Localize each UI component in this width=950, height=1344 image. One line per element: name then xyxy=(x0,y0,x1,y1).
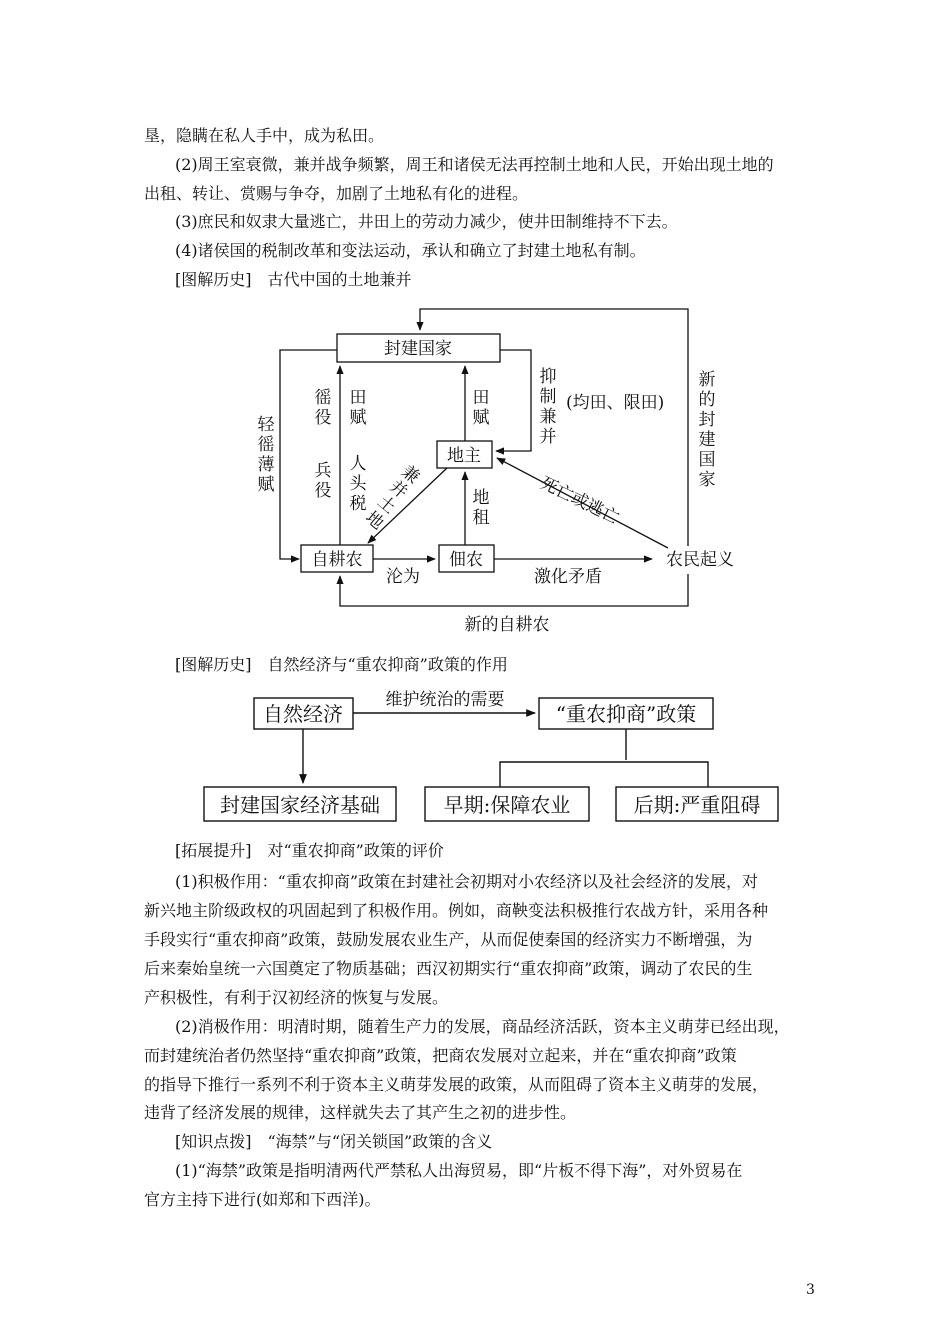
text-line: 官方主持下进行(如郑和下西洋)。 xyxy=(144,1190,381,1209)
text-line: 垦，隐瞒在私人手中，成为私田。 xyxy=(144,126,385,145)
svg-text:国: 国 xyxy=(698,450,716,470)
svg-text:役: 役 xyxy=(314,408,332,428)
annex-land-label xyxy=(361,462,423,534)
svg-text:赋: 赋 xyxy=(349,408,367,428)
light-tax-label xyxy=(258,415,276,495)
new-owner-peasant-label: 新的自耕农 xyxy=(464,615,550,635)
text-line: 而封建统治者仍然坚持“重农抑商”政策，把商农发展对立起来，并在“重农抑商”政策 xyxy=(144,1046,737,1065)
svg-text:家: 家 xyxy=(698,470,716,490)
foundation-label: 封建国家经济基础 xyxy=(220,793,380,817)
svg-text:薄: 薄 xyxy=(257,455,275,475)
svg-text:并: 并 xyxy=(539,427,557,447)
corvee-label xyxy=(315,388,332,428)
landlord-label: 地主 xyxy=(447,446,481,466)
tenant-label: 佃农 xyxy=(449,550,483,570)
svg-text:租: 租 xyxy=(472,508,490,528)
new-state-label xyxy=(699,370,716,490)
svg-text:并: 并 xyxy=(385,476,412,503)
text-line: 手段实行“重农抑商”政策，鼓励发展农业生产，从而促使秦国的经济实力不断增强，为 xyxy=(144,930,753,949)
svg-text:徭: 徭 xyxy=(314,388,332,408)
svg-text:的: 的 xyxy=(698,390,716,410)
late-label: 后期:严重阻碍 xyxy=(633,793,761,817)
section-title: [图解历史] 古代中国的土地兼并 xyxy=(175,270,412,289)
military-service-label xyxy=(315,461,332,501)
text-line: (2)消极作用：明清时期，随着生产力的发展，商品经济活跃，资本主义萌芽已经出现， xyxy=(175,1017,790,1036)
svg-text:头: 头 xyxy=(349,474,367,494)
rent-label xyxy=(473,488,490,528)
policy-label: “重农抑商”政策 xyxy=(555,702,697,726)
svg-text:赋: 赋 xyxy=(472,408,490,428)
svg-text:兵: 兵 xyxy=(314,461,332,481)
land-tax-left-label xyxy=(350,388,367,428)
svg-text:地: 地 xyxy=(472,488,490,508)
svg-text:土: 土 xyxy=(373,491,400,518)
text-line: 新兴地主阶级政权的巩固起到了积极作用。例如，商鞅变法积极推行农战方针，采用各种 xyxy=(144,901,769,920)
svg-text:抑: 抑 xyxy=(539,367,557,387)
svg-text:地: 地 xyxy=(361,507,388,534)
text-line: (4)诸侯国的税制改革和变法运动，承认和确立了封建土地私有制。 xyxy=(175,241,646,260)
uprising-label: 农民起义 xyxy=(666,550,734,570)
svg-text:税: 税 xyxy=(349,494,367,514)
land-tax-right-label xyxy=(473,388,490,428)
state-label: 封建国家 xyxy=(384,339,452,359)
svg-text:兼: 兼 xyxy=(397,461,424,488)
svg-text:轻: 轻 xyxy=(257,415,275,435)
owner-peasant-label: 自耕农 xyxy=(311,550,363,570)
text-line: 违背了经济发展的规律，这样就失去了其产生之初的进步性。 xyxy=(144,1103,577,1122)
svg-text:新: 新 xyxy=(698,370,716,390)
text-line: 后来秦始皇统一六国奠定了物质基础；西汉初期实行“重农抑商”政策，调动了农民的生 xyxy=(144,959,753,978)
svg-text:制: 制 xyxy=(539,387,557,407)
need-label: 维护统治的需要 xyxy=(385,690,505,710)
svg-text:役: 役 xyxy=(314,481,332,501)
early-label: 早期:保障农业 xyxy=(443,793,571,817)
svg-text:田: 田 xyxy=(472,388,490,408)
text-line: 的指导下推行一系列不利于资本主义萌芽发展的政策，从而阻碍了资本主义萌芽的发展， xyxy=(144,1075,769,1094)
svg-text:赋: 赋 xyxy=(257,475,275,495)
intensify-label: 激化矛盾 xyxy=(534,567,602,587)
section-title: [图解历史] 自然经济与“重农抑商”政策的作用 xyxy=(175,655,508,674)
fall-to-label: 沦为 xyxy=(386,567,420,587)
svg-text:人: 人 xyxy=(349,454,367,474)
text-line: (3)庶民和奴隶大量逃亡，井田上的劳动力减少，使井田制维持不下去。 xyxy=(175,212,678,231)
text-line: 产积极性，有利于汉初经济的恢复与发展。 xyxy=(144,988,449,1007)
equal-field-label: (均田、限田) xyxy=(566,393,665,413)
svg-text:徭: 徭 xyxy=(257,435,275,455)
suppress-annexation-label xyxy=(540,367,557,447)
svg-text:建: 建 xyxy=(698,430,716,450)
svg-text:封: 封 xyxy=(698,410,716,430)
section-title: [拓展提升] 对“重农抑商”政策的评价 xyxy=(175,841,444,860)
text-line: (1)“海禁”政策是指明清两代严禁私人出海贸易，即“片板不得下海”，对外贸易在 xyxy=(175,1161,743,1180)
death-escape-label: 死亡或逃亡 xyxy=(536,473,623,529)
page-number: 3 xyxy=(806,1282,815,1298)
text-line: (1)积极作用：“重农抑商”政策在封建社会初期对小农经济以及社会经济的发展，对 xyxy=(175,872,759,891)
section-title: [知识点拨] “海禁”与“闭关锁国”政策的含义 xyxy=(175,1132,493,1151)
text-line: (2)周王室衰微，兼并战争频繁，周王和诸侯无法再控制土地和人民，开始出现土地的 xyxy=(175,155,774,174)
poll-tax-label xyxy=(350,454,368,514)
svg-text:兼: 兼 xyxy=(539,407,557,427)
text-line: 出租、转让、赏赐与争夺，加剧了土地私有化的进程。 xyxy=(144,184,529,203)
natural-economy-label: 自然经济 xyxy=(263,702,343,726)
svg-text:田: 田 xyxy=(349,388,367,408)
